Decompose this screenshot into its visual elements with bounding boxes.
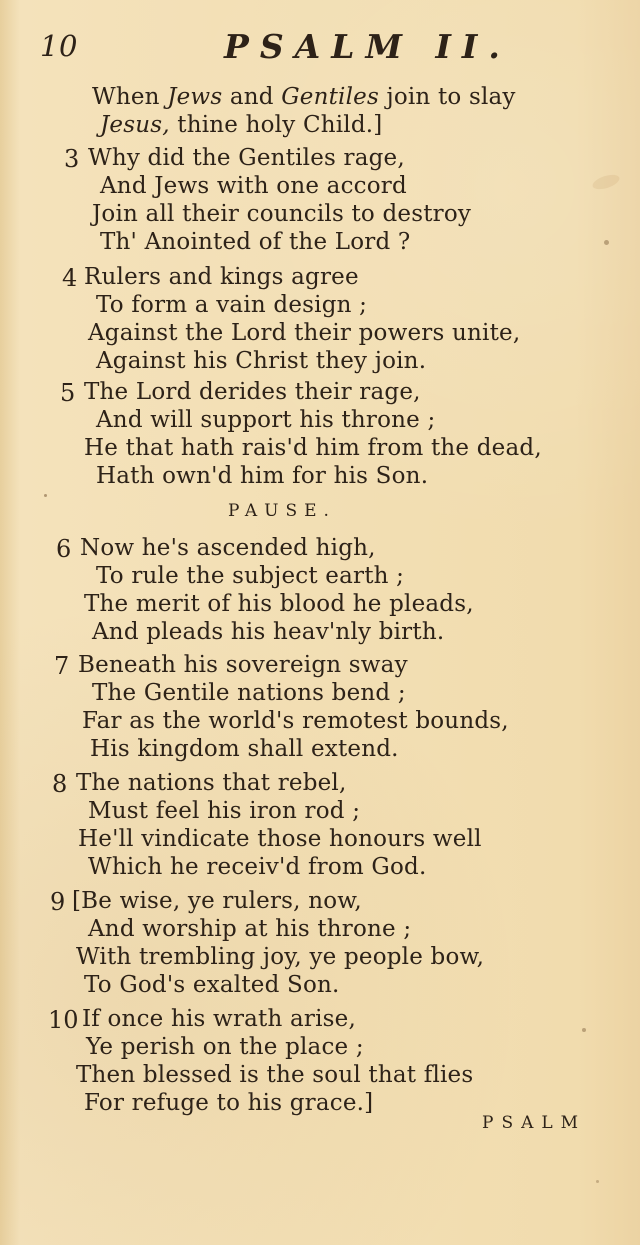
verse-line: The Gentile nations bend ; — [92, 680, 406, 706]
verse-line: And Jews with one accord — [100, 173, 407, 199]
intro-jesus: Jesus, — [100, 112, 170, 138]
verse-line: Must feel his iron rod ; — [88, 798, 361, 824]
verse-line: He that hath rais'd him from the dead, — [84, 435, 542, 461]
pause-heading: PAUSE. — [228, 501, 336, 521]
verse-number: 3 — [64, 145, 80, 173]
verse-line: Join all their councils to destroy — [92, 201, 472, 227]
verse-line: Far as the world's remotest bounds, — [82, 708, 509, 734]
catchword: PSALM — [482, 1113, 587, 1133]
paper-spot — [604, 240, 609, 245]
verse-line: With trembling joy, ye people bow, — [76, 944, 485, 970]
verse-line: If once his wrath arise, — [82, 1006, 357, 1032]
page-header — [0, 28, 640, 64]
verse-number: 4 — [62, 264, 78, 292]
verse-line: Rulers and kings agree — [84, 264, 359, 290]
running-head: PSALM II. — [224, 27, 511, 66]
paper-stain — [591, 172, 621, 192]
verse-number: 8 — [52, 770, 68, 798]
verse-line: Why did the Gentiles rage, — [88, 145, 405, 171]
verse-line: Beneath his sovereign sway — [78, 652, 408, 678]
verse-line: To form a vain design ; — [96, 292, 368, 318]
verse-line: To God's exalted Son. — [84, 972, 340, 998]
intro-gentiles: Gentiles — [281, 84, 379, 110]
verse-line: The merit of his blood he pleads, — [84, 591, 474, 617]
verse-line: He'll vindicate those honours well — [78, 826, 482, 852]
verse-line: Then blessed is the soul that flies — [76, 1062, 474, 1088]
intro-slay: join to slay — [378, 84, 516, 110]
verse-number: 5 — [60, 379, 76, 407]
verse-line: To rule the subject earth ; — [96, 563, 405, 589]
verse-line: His kingdom shall extend. — [90, 736, 399, 762]
verse-line: Against the Lord their powers unite, — [88, 320, 521, 346]
verse-line: And pleads his heav'nly birth. — [92, 619, 445, 645]
verse-number: 9 — [50, 888, 66, 916]
verse-line: Th' Anointed of the Lord ? — [100, 229, 411, 255]
verse-line: And worship at his throne ; — [88, 916, 412, 942]
intro-line-1 — [92, 86, 516, 109]
verse-line: The Lord derides their rage, — [84, 379, 421, 405]
verse-line: Against his Christ they join. — [96, 348, 427, 374]
paper-spot — [582, 1028, 586, 1032]
intro-holy-child: thine holy Child.] — [169, 112, 383, 138]
verse-number: 7 — [54, 652, 70, 680]
verse-line: Hath own'd him for his Son. — [96, 463, 429, 489]
verse-line: And will support his throne ; — [96, 407, 436, 433]
intro-jews: Jews — [167, 84, 223, 110]
intro-when: When — [92, 84, 168, 110]
verse-number: 10 — [48, 1006, 79, 1034]
verse-line: Which he receiv'd from God. — [88, 854, 427, 880]
intro-and: and — [222, 84, 282, 110]
verse-line: The nations that rebel, — [76, 770, 347, 796]
page-number: 10 — [40, 29, 78, 63]
verse-line: Ye perish on the place ; — [86, 1034, 364, 1060]
intro-line-2 — [100, 114, 382, 137]
verse-line: For refuge to his grace.] — [84, 1090, 374, 1116]
verse-number: 6 — [56, 535, 72, 563]
paper-spot — [44, 494, 47, 497]
paper-spot — [596, 1180, 599, 1183]
verse-line: Now he's ascended high, — [80, 535, 376, 561]
verse-line: [Be wise, ye rulers, now, — [72, 888, 362, 914]
